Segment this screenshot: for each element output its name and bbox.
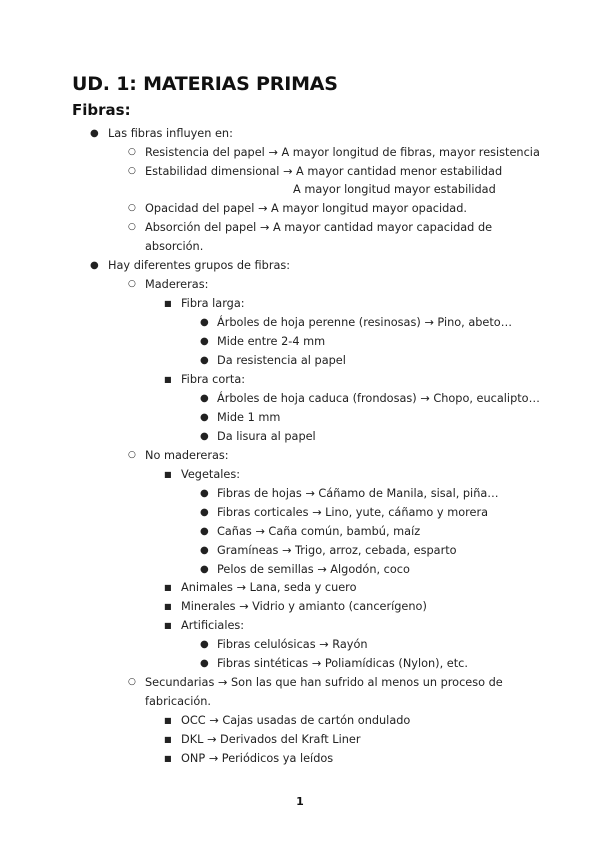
bullet-level3-icon: ■: [164, 716, 172, 725]
bullet-level4-icon: ●: [200, 545, 209, 556]
list-item: Da resistencia al papel: [217, 354, 346, 367]
bullet-level4-icon: ●: [200, 639, 209, 650]
list-item: Árboles de hoja caduca (frondosas) → Chopo, eucalipto…: [217, 392, 540, 405]
list-item: Árboles de hoja perenne (resinosas) → Pino, abeto…: [217, 316, 513, 329]
section-heading: Fibras:: [72, 101, 131, 119]
list-item: DKL → Derivados del Kraft Liner: [181, 733, 361, 746]
list-item: Minerales → Vidrio y amianto (cancerígeno): [181, 600, 427, 613]
list-item: No madereras:: [145, 449, 229, 462]
bullet-level2-icon: ○: [128, 222, 136, 232]
list-item-continuation: fabricación.: [145, 695, 211, 708]
list-item: Fibra corta:: [181, 373, 246, 386]
page-number: 1: [296, 795, 304, 808]
list-item: Gramíneas → Trigo, arroz, cebada, esparto: [217, 544, 457, 557]
bullet-level4-icon: ●: [200, 564, 209, 575]
bullet-level4-icon: ●: [200, 507, 209, 518]
list-item: OCC → Cajas usadas de cartón ondulado: [181, 714, 411, 727]
list-item-continuation: absorción.: [145, 240, 204, 253]
bullet-level3-icon: ■: [164, 375, 172, 384]
bullet-level3-icon: ■: [164, 754, 172, 763]
bullet-level3-icon: ■: [164, 621, 172, 630]
bullet-level2-icon: ○: [128, 279, 136, 289]
bullet-level3-icon: ■: [164, 470, 172, 479]
bullet-level2-icon: ○: [128, 203, 136, 213]
list-item: ONP → Periódicos ya leídos: [181, 752, 334, 765]
bullet-level2-icon: ○: [128, 166, 136, 176]
list-item: Fibras celulósicas → Rayón: [217, 638, 368, 651]
bullet-level3-icon: ■: [164, 299, 172, 308]
list-item: Madereras:: [145, 278, 209, 291]
bullet-level4-icon: ●: [200, 488, 209, 499]
bullet-level4-icon: ●: [200, 393, 209, 404]
bullet-level2-icon: ○: [128, 147, 136, 157]
list-item: Resistencia del papel → A mayor longitud de fibras, mayor resistencia: [145, 146, 540, 159]
list-item: Mide 1 mm: [217, 411, 281, 424]
list-item: Mide entre 2-4 mm: [217, 335, 326, 348]
list-item: Secundarias → Son las que han sufrido al menos un proceso de: [145, 676, 503, 689]
list-item: Fibras de hojas → Cáñamo de Manila, sisal, piña…: [217, 487, 499, 500]
bullet-level1-icon: ●: [90, 128, 99, 139]
bullet-level4-icon: ●: [200, 658, 209, 669]
list-item: Fibra larga:: [181, 297, 245, 310]
list-item: Vegetales:: [181, 468, 241, 481]
list-item: Fibras corticales → Lino, yute, cáñamo y morera: [217, 506, 489, 519]
bullet-level2-icon: ○: [128, 450, 136, 460]
bullet-level4-icon: ●: [200, 412, 209, 423]
bullet-level3-icon: ■: [164, 735, 172, 744]
list-item: Estabilidad dimensional → A mayor cantidad menor estabilidad: [145, 165, 503, 178]
list-item: Animales → Lana, seda y cuero: [181, 581, 357, 594]
bullet-level3-icon: ■: [164, 602, 172, 611]
list-item: Hay diferentes grupos de fibras:: [108, 259, 291, 272]
bullet-level4-icon: ●: [200, 317, 209, 328]
bullet-level4-icon: ●: [200, 431, 209, 442]
bullet-level1-icon: ●: [90, 260, 99, 271]
list-item: Las fibras influyen en:: [108, 127, 233, 140]
list-item: Da lisura al papel: [217, 430, 316, 443]
list-item: Pelos de semillas → Algodón, coco: [217, 563, 410, 576]
bullet-level4-icon: ●: [200, 526, 209, 537]
page-title: UD. 1: MATERIAS PRIMAS: [72, 73, 338, 95]
bullet-level4-icon: ●: [200, 355, 209, 366]
list-item-continuation: A mayor longitud mayor estabilidad: [293, 183, 496, 196]
bullet-level3-icon: ■: [164, 583, 172, 592]
list-item: Cañas → Caña común, bambú, maíz: [217, 525, 421, 538]
list-item: Fibras sintéticas → Poliamídicas (Nylon), etc.: [217, 657, 468, 670]
bullet-level4-icon: ●: [200, 336, 209, 347]
list-item: Opacidad del papel → A mayor longitud mayor opacidad.: [145, 202, 467, 215]
bullet-level2-icon: ○: [128, 677, 136, 687]
list-item: Artificiales:: [181, 619, 245, 632]
list-item: Absorción del papel → A mayor cantidad mayor capacidad de: [145, 221, 493, 234]
